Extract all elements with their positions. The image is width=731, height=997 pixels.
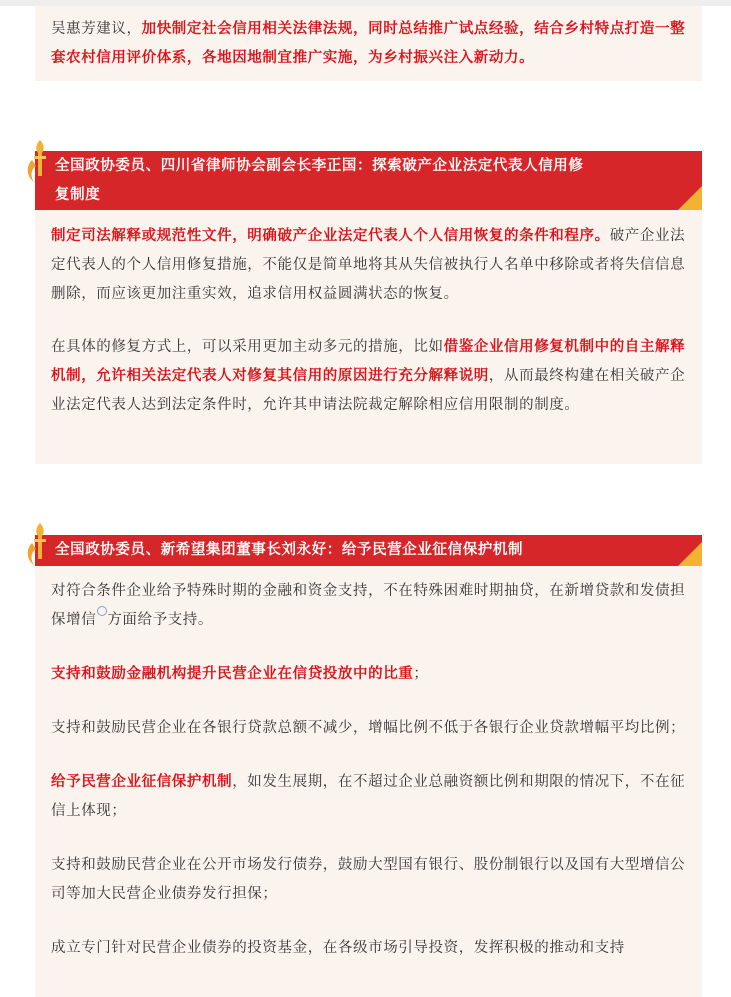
text: 破产企业法定代表人的个人信用修复措施，不能仅是简单地将其从失信被执行人名单中移除或者将失信信息删除，而应该更加注重实效，追求信用权益圆满状态的恢复。 bbox=[51, 228, 686, 302]
section-1-title bbox=[55, 152, 666, 210]
highlight-text: 给予民营企业征信保护机制 bbox=[51, 774, 233, 790]
corner-triangle bbox=[678, 186, 702, 210]
section-1-header bbox=[35, 151, 702, 210]
search-link[interactable]: 增信 bbox=[66, 612, 97, 628]
torch-ornament-icon bbox=[22, 519, 58, 567]
section-2-title: 全国政协委员、新希望集团董事长刘永好：给予民营企业征信保护机制 bbox=[55, 542, 524, 558]
paragraph bbox=[51, 660, 686, 689]
section-0-card bbox=[35, 6, 702, 81]
corner-triangle bbox=[678, 542, 702, 566]
paragraph bbox=[51, 222, 686, 309]
text: 方面给予支持。 bbox=[107, 612, 214, 628]
text: ，如发生展期，在不超过企业总融资额比例和期限的情况下，不在征信上体现； bbox=[51, 774, 686, 819]
text: 对符合条件企业给予特殊时期的金融和资金支持，不在特殊困难时期抽贷，在新增贷款和发债担保 bbox=[51, 583, 686, 628]
section-2-card bbox=[35, 566, 702, 997]
torch-ornament-icon bbox=[22, 136, 58, 184]
paragraph bbox=[51, 768, 686, 826]
search-icon[interactable] bbox=[97, 606, 107, 616]
paragraph: 支持和鼓励民营企业在公开市场发行债券，鼓励大型国有银行、股份制银行以及国有大型增信公司等加大民营企业债券发行担保； bbox=[51, 857, 686, 902]
paragraph: 成立专门针对民营企业债券的投资基金，在各级市场引导投资，发挥积极的推动和支持 bbox=[51, 940, 625, 956]
highlight-text: 支持和鼓励金融机构提升民营企业在信贷投放中的比重 bbox=[51, 666, 414, 682]
section-2-header bbox=[35, 535, 702, 566]
title-line: 复制度 bbox=[55, 187, 101, 203]
highlight-text: 借鉴企业信用修复机制中的自主解释机制，允许相关法定代表人对修复其信用的原因进行充分解释说明 bbox=[51, 339, 686, 384]
paragraph: 支持和鼓励民营企业在各银行贷款总额不减少，增幅比例不低于各银行企业贷款增幅平均比例； bbox=[51, 720, 686, 736]
text: 吴惠芳建议， bbox=[51, 21, 142, 37]
section-1-card bbox=[35, 210, 702, 464]
highlight-text: 制定司法解释或规范性文件，明确破产企业法定代表人个人信用恢复的条件和程序。 bbox=[51, 228, 610, 244]
text: ； bbox=[413, 666, 429, 682]
title-line: 全国政协委员、四川省律师协会副会长李正国：探索破产企业法定代表人信用修 bbox=[55, 158, 584, 174]
text: 在具体的修复方式上，可以采用更加主动多元的措施，比如 bbox=[51, 339, 444, 355]
paragraph bbox=[51, 577, 686, 635]
text: ，从而最终构建在相关破产企业法定代表人达到法定条件时，允许其申请法院裁定解除相应信用限制的制度。 bbox=[51, 368, 686, 413]
highlight-text: 加快制定社会信用相关法律法规，同时总结推广试点经验，结合乡村特点打造一整套农村信用评价体系，各地因地制宜推广实施，为乡村振兴注入新动力。 bbox=[51, 21, 686, 66]
paragraph bbox=[51, 333, 686, 420]
paragraph bbox=[51, 15, 686, 73]
